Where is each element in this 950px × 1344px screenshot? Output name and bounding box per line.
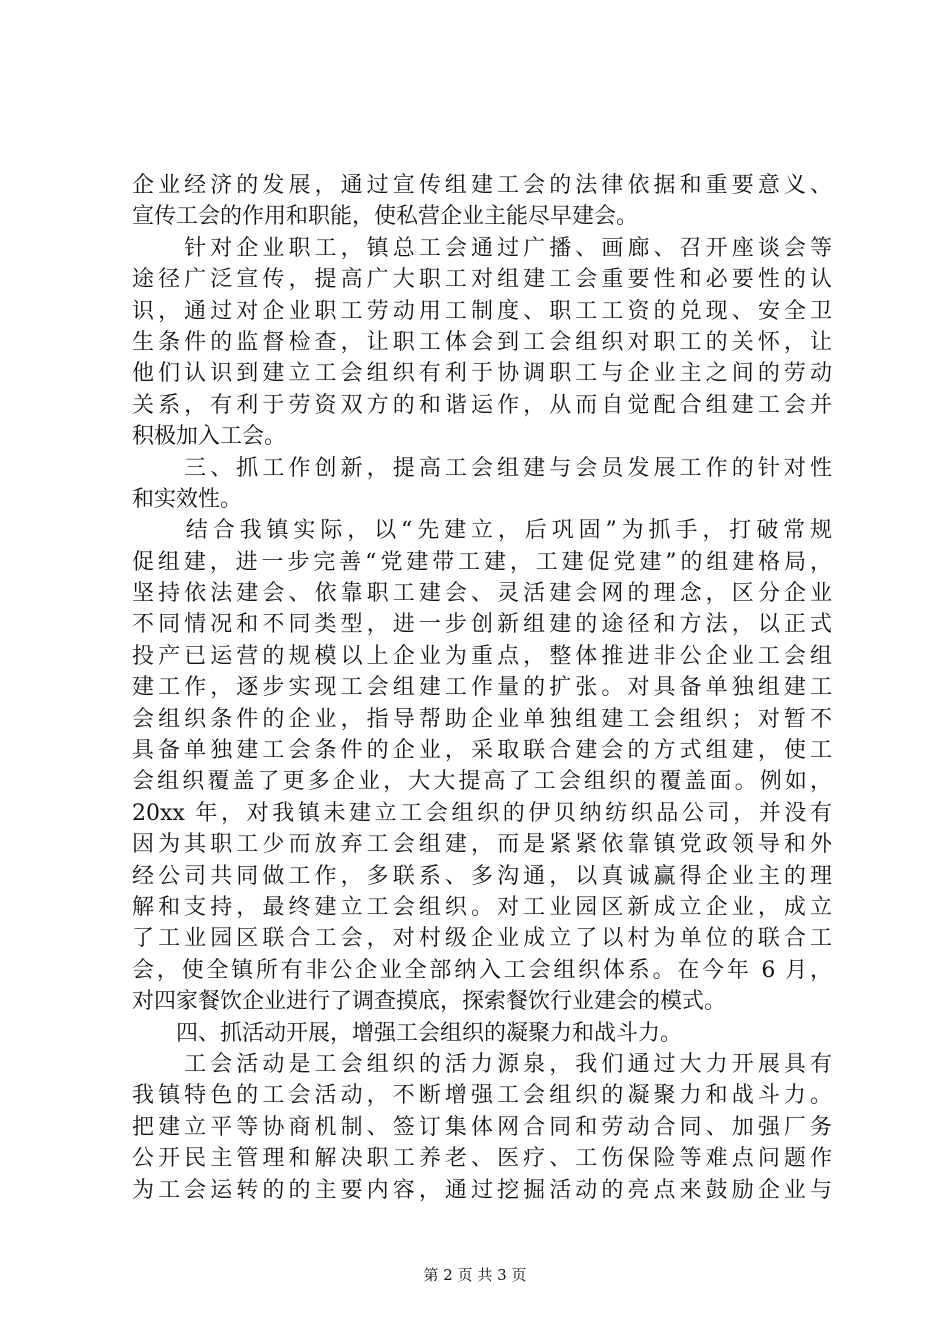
text-line: 坚持依法建会、依靠职工建会、灵活建会网的理念，区分企业 — [132, 581, 832, 607]
text-line: 因为其职工少而放弃工会组建，而是紧紧依靠镇党政领导和外 — [132, 832, 832, 858]
text-line: 把建立平等协商机制、签订集体网合同和劳动合同、加强厂务 — [132, 1114, 832, 1140]
text-line: 针对企业职工，镇总工会通过广播、画廊、召开座谈会等 — [132, 235, 832, 261]
text-line: 具备单独建工会条件的企业，采取联合建会的方式组建，使工 — [132, 738, 832, 764]
text-line: 宣传工会的作用和职能，使私营企业主能尽早建会。 — [132, 204, 639, 230]
text-line: 会，使全镇所有非公企业全部纳入工会组织体系。在今年 6 月， — [132, 957, 832, 983]
page-footer: 第 2 页 共 3 页 — [423, 1266, 527, 1284]
text-line: 会组织覆盖了更多企业，大大提高了工会组织的覆盖面。例如， — [132, 769, 832, 795]
text-line: 会组织条件的企业，指导帮助企业单独组建工会组织；对暂不 — [132, 706, 832, 732]
text-line: 建工作，逐步实现工会组建工作量的扩张。对具备单独组建工 — [132, 675, 832, 701]
text-line: 解和支持，最终建立工会组织。对工业园区新成立企业，成立 — [132, 894, 832, 920]
text-line: 我镇特色的工会活动，不断增强工会组织的凝聚力和战斗力。 — [132, 1083, 832, 1109]
document-body — [132, 170, 832, 1206]
text-line: 对四家餐饮企业进行了调查摸底，探索餐饮行业建会的模式。 — [132, 989, 727, 1015]
text-line: 为工会运转的的主要内容，通过挖掘活动的亮点来鼓励企业与 — [132, 1177, 832, 1203]
text-line: 结合我镇实际，以“先建立，后巩固”为抓手，打破常规 — [132, 518, 832, 544]
text-line: 积极加入工会。 — [132, 424, 287, 450]
text-line: 和实效性。 — [132, 486, 243, 512]
text-line: 20xx 年，对我镇未建立工会组织的伊贝纳纺织品公司，并没有 — [132, 800, 832, 826]
text-line: 三、抓工作创新，提高工会组建与会员发展工作的针对性 — [132, 455, 832, 481]
text-line: 企业经济的发展，通过宣传组建工会的法律依据和重要意义、 — [132, 173, 832, 198]
text-line: 不同情况和不同类型，进一步创新组建的途径和方法，以正式 — [132, 612, 832, 638]
text-line: 生条件的监督检查，让职工体会到工会组织对职工的关怀，让 — [132, 329, 832, 355]
text-line: 他们认识到建立工会组织有利于协调职工与企业主之间的劳动 — [132, 361, 832, 387]
text-line: 了工业园区联合工会，对村级企业成立了以村为单位的联合工 — [132, 926, 832, 952]
text-line: 工会活动是工会组织的活力源泉，我们通过大力开展具有 — [132, 1051, 832, 1077]
text-line: 四、抓活动开展，增强工会组织的凝聚力和战斗力。 — [132, 1020, 683, 1046]
text-line: 公开民主管理和解决职工养老、医疗、工伤保险等难点问题作 — [132, 1146, 832, 1172]
text-line: 途径广泛宣传，提高广大职工对组建工会重要性和必要性的认 — [132, 267, 832, 293]
text-line: 投产已运营的规模以上企业为重点，整体推进非公企业工会组 — [132, 643, 832, 669]
text-line: 促组建，进一步完善“党建带工建，工建促党建”的组建格局， — [132, 549, 832, 575]
text-line: 识，通过对企业职工劳动用工制度、职工工资的兑现、安全卫 — [132, 298, 832, 324]
text-line: 经公司共同做工作，多联系、多沟通，以真诚赢得企业主的理 — [132, 863, 832, 889]
text-line: 关系，有利于劳资双方的和谐运作，从而自觉配合组建工会并 — [132, 392, 832, 418]
